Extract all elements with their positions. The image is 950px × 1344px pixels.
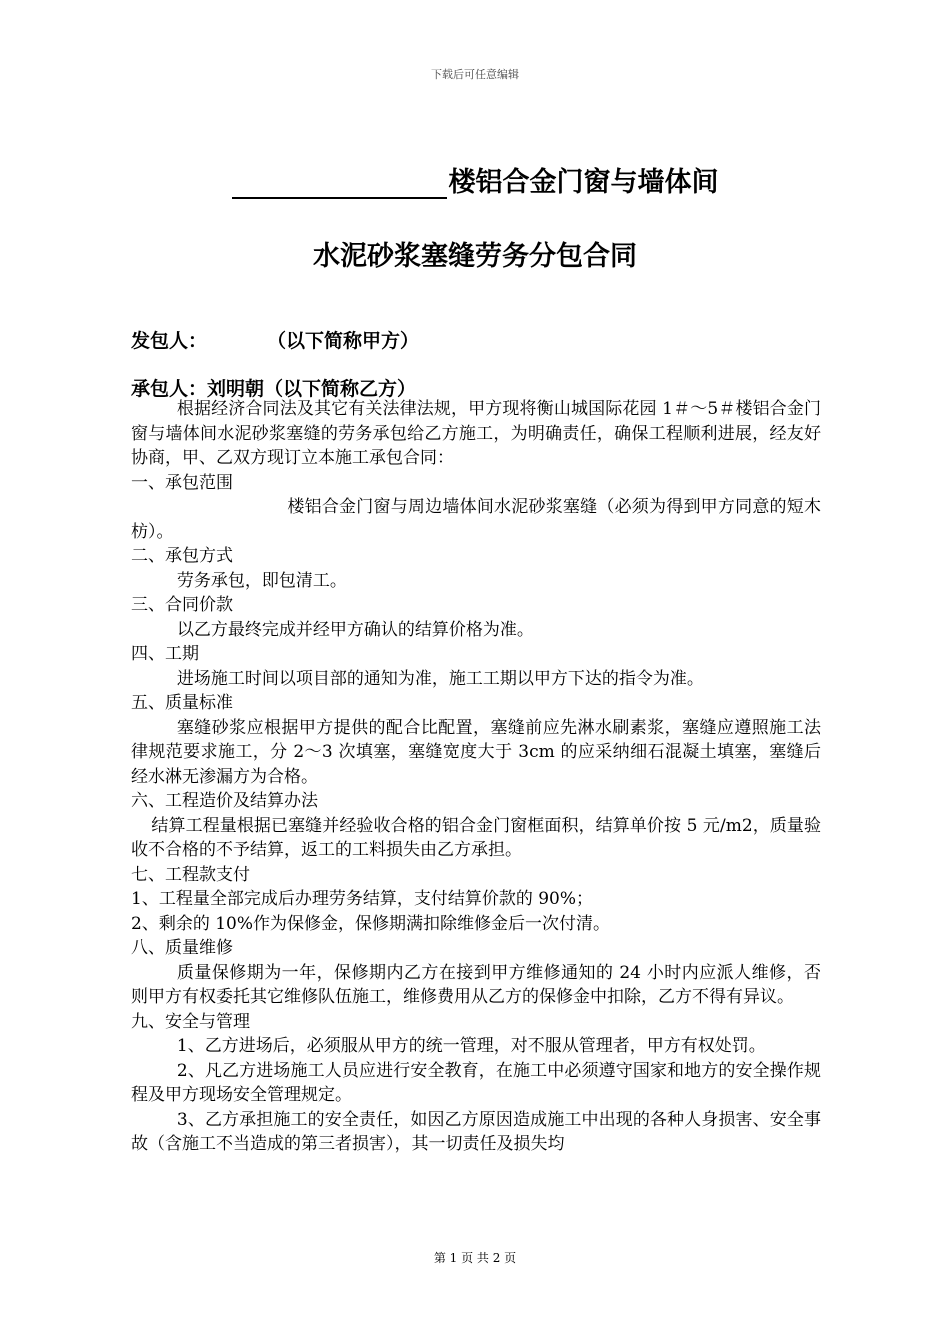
section-9-item-1: 1、乙方进场后，必须服从甲方的统一管理，对不服从管理者，甲方有权处罚。 xyxy=(176,1036,766,1056)
intro-paragraph: 根据经济合同法及其它有关法律法规，甲方现将衡山城国际花园 1＃～5＃楼铝合金门窗与墙体间水泥砂浆塞缝的劳务承包给乙方施工，为明确责任，确保工程顺利进展，经友好协商，甲、乙双方现订立本施工承包合同： xyxy=(131,399,821,468)
page-header-note: 下载后可任意编辑 xyxy=(431,68,519,81)
section-7-item-1: 1、工程量全部完成后办理劳务结算，支付结算价款的 90%； xyxy=(131,889,594,909)
section-7-heading: 七、工程款支付 xyxy=(131,864,250,885)
title-line1-text: 楼铝合金门窗与墙体间 xyxy=(448,167,719,198)
section-4-text: 进场施工时间以项目部的通知为准，施工工期以甲方下达的指令为准。 xyxy=(176,668,704,689)
section-4-heading: 四、工期 xyxy=(131,644,199,664)
contract-body xyxy=(131,397,821,1157)
section-5-heading: 五、质量标准 xyxy=(131,693,233,713)
contractor-line: 承包人：刘明朝（以下简称乙方） xyxy=(131,378,417,400)
section-3-text: 以乙方最终完成并经甲方确认的结算价格为准。 xyxy=(176,619,534,640)
section-7-item-2: 2、剩余的 10%作为保修金，保修期满扣除维修金后一次付清。 xyxy=(131,913,611,934)
section-1-text: 楼铝合金门窗与周边墙体间水泥砂浆塞缝（必须为得到甲方同意的短木枋）。 xyxy=(131,497,821,542)
section-2-heading: 二、承包方式 xyxy=(131,546,233,566)
employer-line xyxy=(131,326,419,353)
blank-underline xyxy=(232,171,447,199)
section-2-text: 劳务承包，即包清工。 xyxy=(176,570,347,591)
section-8-text: 质量保修期为一年，保修期内乙方在接到甲方维修通知的 24 小时内应派人维修，否则甲方有权委托其它维修队伍施工，维修费用从乙方的保修金中扣除，乙方不得有异议。 xyxy=(131,962,821,1007)
page-number: 第 1 页 共 2 页 xyxy=(433,1251,517,1265)
contract-title-line2: 水泥砂浆塞缝劳务分包合同 xyxy=(313,241,637,272)
section-9-item-2: 2、凡乙方进场施工人员应进行安全教育，在施工中必须遵守国家和地方的安全操作规程及甲方现场安全管理规定。 xyxy=(131,1060,821,1105)
section-3-heading: 三、合同价款 xyxy=(131,595,233,615)
section-8-heading: 八、质量维修 xyxy=(131,938,233,958)
contract-title-line1 xyxy=(0,160,950,199)
employer-label: 发包人： xyxy=(131,330,208,352)
section-9-heading: 九、安全与管理 xyxy=(131,1011,250,1032)
section-5-text: 塞缝砂浆应根据甲方提供的配合比配置，塞缝前应先淋水刷素浆，塞缝应遵照施工法律规范要求施工，分 2～3 次填塞，塞缝宽度大于 3cm 的应采纳细石混凝土填塞，塞缝后经水淋无渗漏方为合格。 xyxy=(131,717,821,787)
section-6-heading: 六、工程造价及结算办法 xyxy=(131,791,318,811)
section-6-text: 结算工程量根据已塞缝并经验收合格的铝合金门窗框面积，结算单价按 5 元/m2，质量验收不合格的不予结算，返工的工料损失由乙方承担。 xyxy=(131,815,821,860)
section-9-item-3: 3、乙方承担施工的安全责任，如因乙方原因造成施工中出现的各种人身损害、安全事故（含施工不当造成的第三者损害），其一切责任及损失均 xyxy=(131,1109,821,1154)
employer-note: （以下简称甲方） xyxy=(267,330,420,352)
section-1-heading: 一、承包范围 xyxy=(131,472,233,493)
